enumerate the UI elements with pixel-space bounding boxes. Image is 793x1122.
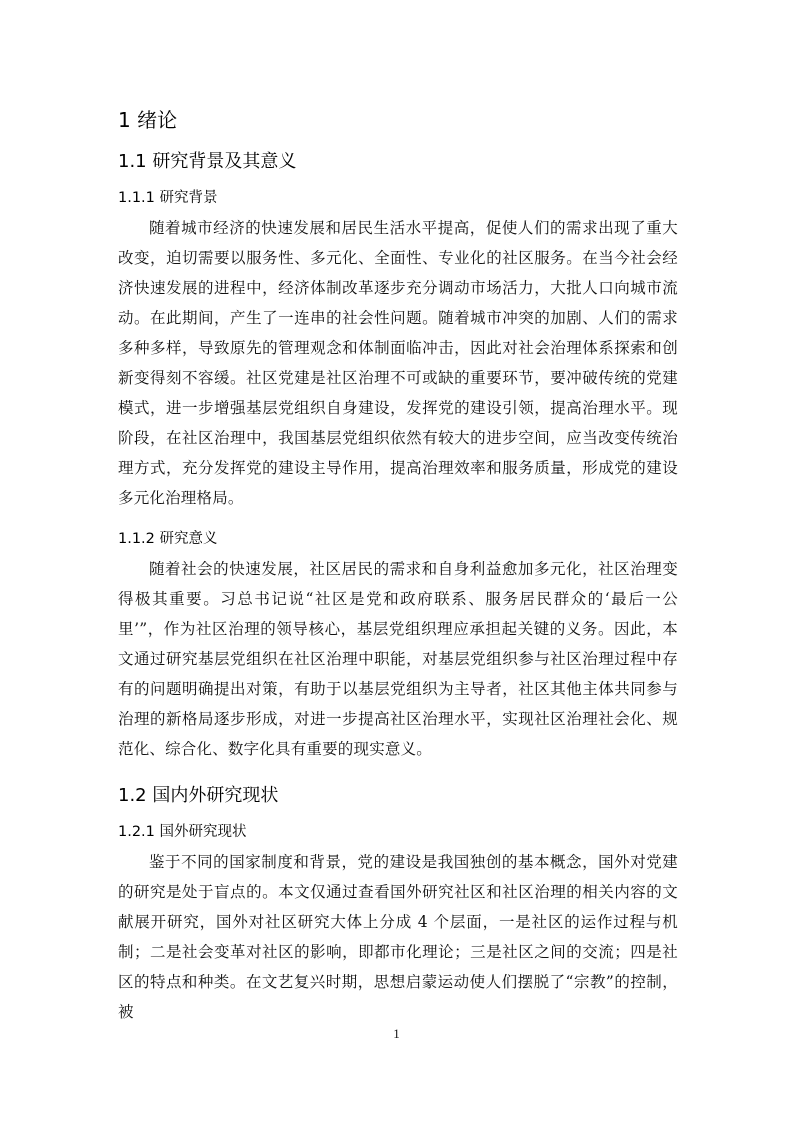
subsection-heading-1-1-2: 1.1.2 研究意义 <box>118 531 218 547</box>
subsection-heading-1-2-1: 1.2.1 国外研究现状 <box>118 824 247 840</box>
paragraph-foreign-research: 鉴于不同的国家制度和背景，党的建设是我国独创的基本概念，国外对党建的研究是处于盲点的。本文仅通过查看国外研究社区和社区治理的相关内容的文献展开研究，国外对社区研究大体上分成 4 个层面，一是社区的运作过程与机制；二是社会变革对社区的影响，即都市化理论；三是社区之间的交流；四是社区的特点和种类。在文艺复兴时期，思想启蒙运动使人们摆脱了“宗教”的控制，被 <box>118 853 678 1021</box>
chapter-heading: 1 绪论 <box>118 108 178 132</box>
paragraph-research-significance: 随着社会的快速发展，社区居民的需求和自身利益愈加多元化，社区治理变得极其重要。习总书记说“社区是党和政府联系、服务居民群众的‘最后一公里’”，作为社区治理的领导核心，基层党组织理应承担起关键的义务。因此，本文通过研究基层党组织在社区治理中职能，对基层党组织参与社区治理过程中存有的问题明确提出对策，有助于以基层党组织为主导者，社区其他主体共同参与治理的新格局逐步形成，对进一步提高社区治理水平，实现社区治理社会化、规范化、综合化、数字化具有重要的现实意义。 <box>118 560 678 758</box>
page-number: 1 <box>393 1026 400 1041</box>
paragraph-research-background: 随着城市经济的快速发展和居民生活水平提高，促使人们的需求出现了重大改变，迫切需要以服务性、多元化、全面性、专业化的社区服务。在当今社会经济快速发展的进程中，经济体制改革逐步充分调动市场活力，大批人口向城市流动。在此期间，产生了一连串的社会性问题。随着城市冲突的加剧、人们的需求多种多样，导致原先的管理观念和体制面临冲击，因此对社会治理体系探索和创新变得刻不容缓。社区党建是社区治理不可或缺的重要环节，要冲破传统的党建模式，进一步增强基层党组织自身建设，发挥党的建设引领，提高治理水平。现阶段，在社区治理中，我国基层党组织依然有较大的进步空间，应当改变传统治理方式，充分发挥党的建设主导作用，提高治理效率和服务质量，形成党的建设多元化治理格局。 <box>118 219 678 507</box>
section-heading-1-1: 1.1 研究背景及其意义 <box>118 151 297 172</box>
section-heading-1-2: 1.2 国内外研究现状 <box>118 785 279 806</box>
subsection-heading-1-1-1: 1.1.1 研究背景 <box>118 190 218 206</box>
